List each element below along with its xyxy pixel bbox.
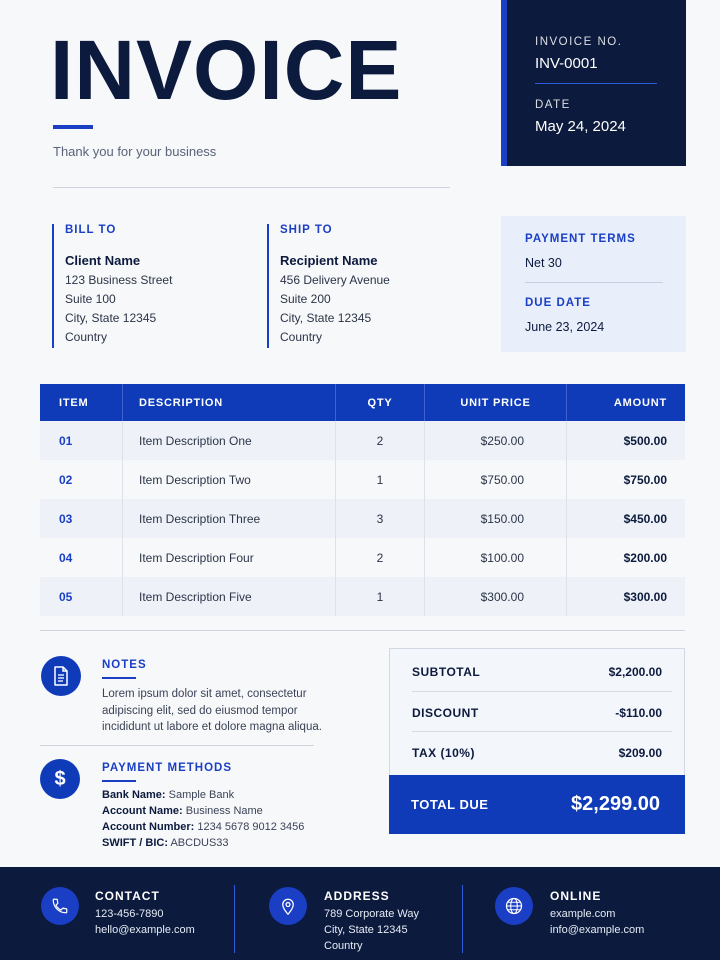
- payment-terms-label: PAYMENT TERMS: [525, 233, 636, 245]
- payment-terms-panel: [501, 216, 686, 352]
- dollar-icon: $: [40, 759, 80, 799]
- title-underline: [53, 125, 93, 129]
- footer-address-line: City, State 12345: [324, 924, 408, 936]
- item-number: 05: [40, 577, 123, 616]
- tax-row: [412, 746, 662, 760]
- table-body: [40, 421, 685, 616]
- table-row: [40, 460, 685, 499]
- payment-methods-heading: PAYMENT METHODS: [102, 762, 233, 774]
- item-number: 01: [40, 421, 123, 460]
- notes-underline: [102, 677, 136, 679]
- address-heading: ADDRESS: [324, 889, 390, 903]
- divider: [412, 731, 672, 732]
- account-name-label: Account Name:: [102, 805, 183, 817]
- account-name-line: [102, 805, 263, 817]
- item-unit-price: $150.00: [425, 499, 567, 538]
- address-line: Country: [280, 330, 323, 344]
- item-qty: 1: [336, 460, 425, 499]
- due-date-label: DUE DATE: [525, 297, 591, 309]
- globe-icon: [495, 887, 533, 925]
- divider: [234, 885, 235, 953]
- total-due-value: $2,299.00: [571, 793, 660, 815]
- subtotal-label: SUBTOTAL: [412, 665, 481, 679]
- column-header: ITEM: [40, 384, 123, 421]
- contact-email: hello@example.com: [95, 924, 195, 936]
- document-icon: [41, 656, 81, 696]
- divider: [412, 691, 672, 692]
- bank-name-label: Bank Name:: [102, 789, 166, 801]
- invoice-info-box: [501, 0, 686, 166]
- column-header: UNIT PRICE: [425, 384, 567, 421]
- discount-value: -$110.00: [615, 706, 662, 720]
- footer-address-line: Country: [324, 940, 363, 952]
- online-heading: ONLINE: [550, 889, 602, 903]
- table-row: [40, 499, 685, 538]
- footer: [0, 867, 720, 960]
- ship-to-block: [267, 224, 467, 348]
- account-number-line: [102, 821, 304, 833]
- item-unit-price: $300.00: [425, 577, 567, 616]
- swift-value: ABCDUS33: [170, 837, 229, 849]
- address-line: City, State 12345: [65, 311, 157, 325]
- phone-icon: [41, 887, 79, 925]
- bill-to-heading: BILL TO: [65, 224, 117, 236]
- item-amount: $450.00: [623, 511, 667, 526]
- item-qty: 2: [336, 421, 425, 460]
- address-line: Country: [65, 330, 108, 344]
- date-value: May 24, 2024: [535, 118, 626, 135]
- total-due-label: TOTAL DUE: [411, 797, 489, 812]
- client-name: Client Name: [65, 253, 141, 268]
- bank-name-line: [102, 789, 234, 801]
- payment-terms-value: Net 30: [525, 256, 562, 270]
- item-description: Item Description Four: [123, 538, 336, 577]
- item-description: Item Description One: [123, 421, 336, 460]
- item-unit-price: $100.00: [425, 538, 567, 577]
- item-amount: $500.00: [623, 433, 667, 448]
- table-header: [40, 384, 685, 421]
- address-line: City, State 12345: [280, 311, 372, 325]
- column-header: AMOUNT: [613, 396, 667, 409]
- swift-label: SWIFT / BIC:: [102, 837, 168, 849]
- contact-phone: 123-456-7890: [95, 908, 164, 920]
- discount-label: DISCOUNT: [412, 706, 479, 720]
- item-number: 02: [40, 460, 123, 499]
- accent-stripe: [501, 0, 507, 166]
- website-link[interactable]: example.com: [550, 908, 616, 920]
- item-amount: $300.00: [623, 589, 667, 604]
- subtotal-row: [412, 665, 662, 679]
- total-due-bar: [389, 775, 685, 834]
- item-unit-price: $250.00: [425, 421, 567, 460]
- address-line: Suite 200: [280, 292, 331, 306]
- item-qty: 1: [336, 577, 425, 616]
- payment-methods-underline: [102, 780, 136, 782]
- ship-to-heading: SHIP TO: [280, 224, 333, 236]
- tagline: Thank you for your business: [53, 144, 217, 159]
- notes-text: Lorem ipsum dolor sit amet, consectetur adipiscing elit, sed do eiusmod tempor incididunt ut labore et dolore magna aliqua.: [102, 688, 322, 733]
- divider: [535, 83, 657, 84]
- divider: [53, 187, 450, 188]
- table-row: [40, 421, 685, 460]
- swift-line: [102, 837, 229, 849]
- item-number: 03: [40, 499, 123, 538]
- discount-row: [412, 706, 662, 720]
- bill-to-block: [52, 224, 252, 348]
- item-qty: 2: [336, 538, 425, 577]
- divider: [462, 885, 463, 953]
- date-label: DATE: [535, 99, 571, 111]
- column-header: QTY: [336, 384, 425, 421]
- bank-name-value: Sample Bank: [168, 789, 235, 801]
- line-items-table: [40, 384, 685, 616]
- item-number: 04: [40, 538, 123, 577]
- table-row: [40, 538, 685, 577]
- item-description: Item Description Two: [123, 460, 336, 499]
- contact-heading: CONTACT: [95, 889, 160, 903]
- divider: [525, 282, 663, 283]
- table-row: [40, 577, 685, 616]
- address-line: 456 Delivery Avenue: [280, 273, 390, 287]
- invoice-title: INVOICE: [50, 23, 403, 117]
- tax-value: $209.00: [618, 746, 662, 760]
- footer-address-line: 789 Corporate Way: [324, 908, 419, 920]
- due-date-value: June 23, 2024: [525, 320, 605, 334]
- recipient-name: Recipient Name: [280, 253, 378, 268]
- totals-panel: [389, 648, 685, 834]
- location-pin-icon: [269, 887, 307, 925]
- item-description: Item Description Three: [123, 499, 336, 538]
- account-name-value: Business Name: [185, 805, 263, 817]
- address-line: Suite 100: [65, 292, 116, 306]
- invoice-no-label: INVOICE NO.: [535, 36, 623, 48]
- column-header: DESCRIPTION: [123, 384, 336, 421]
- item-description: Item Description Five: [123, 577, 336, 616]
- divider: [40, 630, 685, 631]
- online-email-link[interactable]: info@example.com: [550, 924, 645, 936]
- invoice-no-value: INV-0001: [535, 55, 598, 72]
- item-amount: $200.00: [623, 550, 667, 565]
- divider: [40, 745, 314, 746]
- account-number-value: 1234 5678 9012 3456: [197, 821, 305, 833]
- item-amount: $750.00: [623, 472, 667, 487]
- subtotal-value: $2,200.00: [608, 665, 662, 679]
- address-line: 123 Business Street: [65, 273, 173, 287]
- account-number-label: Account Number:: [102, 821, 195, 833]
- item-qty: 3: [336, 499, 425, 538]
- item-unit-price: $750.00: [425, 460, 567, 499]
- tax-label: TAX (10%): [412, 746, 475, 760]
- notes-heading: NOTES: [102, 659, 147, 671]
